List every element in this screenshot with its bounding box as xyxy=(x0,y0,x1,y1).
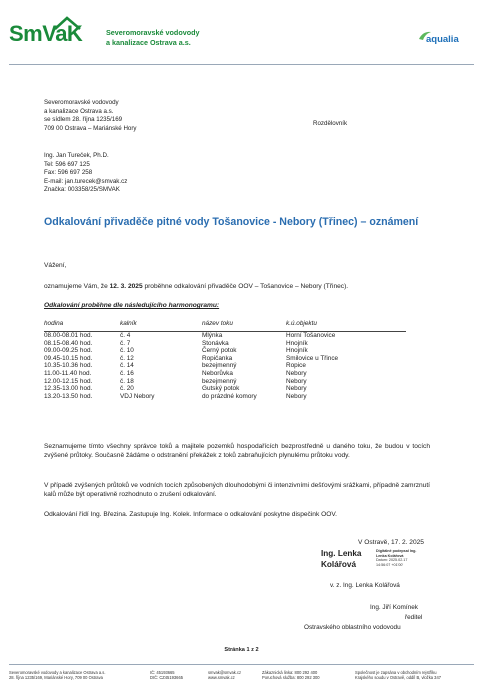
footer-company xyxy=(9,670,105,681)
cell-outlet: VDJ Nebory xyxy=(120,392,155,400)
sender-line: se sídlem 28. října 1235/169 xyxy=(44,116,123,124)
cell-cadastre: Ropice xyxy=(286,362,306,370)
schedule-table xyxy=(44,320,406,400)
cell-outlet: č. 18 xyxy=(120,377,134,385)
cell-cadastre: Hnojník xyxy=(286,347,308,355)
contact-tel: Tel: 596 697 125 xyxy=(44,160,90,168)
table-row xyxy=(44,378,406,386)
company-name xyxy=(106,28,199,47)
footer-website[interactable]: www.smvak.cz xyxy=(208,675,235,681)
paragraph-management: Odkalování řídí Ing. Březina. Zastupuje Ing. Kolek. Informace o odkalování poskytne dispečink OOV. xyxy=(44,511,337,518)
cell-cadastre: Smilovice u Třince xyxy=(286,354,339,362)
cell-hour: 09.45-10.15 hod. xyxy=(44,354,93,362)
intro-text xyxy=(44,283,348,290)
director-role: ředitel xyxy=(405,614,423,621)
aqualia-logo-text: aqualia xyxy=(426,34,459,45)
cell-outlet: č. 7 xyxy=(120,339,131,347)
signer-last: Kolářová xyxy=(321,559,357,569)
aqualia-logo xyxy=(418,30,470,46)
cell-stream: Mlýnka xyxy=(202,332,223,339)
cell-hour: 12.35-13.00 hod. xyxy=(44,385,93,393)
cell-cadastre: Nebory xyxy=(286,377,307,385)
company-name-line1: Severomoravské vodovody xyxy=(106,28,200,37)
cell-hour: 08.15-08.40 hod. xyxy=(44,339,93,347)
schedule-body xyxy=(44,332,406,401)
place-date: V Ostravě, 17. 2. 2025 xyxy=(358,539,424,546)
recipient: Rozdělovník xyxy=(313,120,348,127)
cell-outlet: č. 10 xyxy=(120,347,134,355)
table-row xyxy=(44,347,406,355)
cell-cadastre: Horní Tošanovice xyxy=(286,332,336,339)
footer-line: IČ: 45193665 xyxy=(150,670,175,675)
letter-subject: Odkalování přivaděče pitné vody Tošanovice - Nebory (Třinec) – oznámení xyxy=(44,216,419,228)
schedule-title: Odkalování proběhne dle následujícího harmonogramu: xyxy=(44,302,220,309)
cell-hour: 13.20-13.50 hod. xyxy=(44,392,93,400)
footer-line: 28. října 1235/169, Mariánské Hory, 709 00 Ostrava xyxy=(9,675,103,681)
signed-on-behalf: v. z. Ing. Lenka Kolářová xyxy=(330,582,400,589)
column-header-cadastre: k.ú.objektu xyxy=(286,320,317,327)
cell-cadastre: Nebory xyxy=(286,392,307,400)
sender-line: 709 00 Ostrava – Mariánské Hory xyxy=(44,124,137,132)
intro-after: proběhne odkalování přivaděče OOV – Tošanovice – Nebory (Třinec). xyxy=(142,283,349,290)
footer-divider xyxy=(9,664,474,665)
intro-date: 12. 3. 2025 xyxy=(109,283,143,290)
cell-outlet: č. 4 xyxy=(120,332,131,339)
footer-phones xyxy=(262,670,320,681)
footer-email[interactable]: smvak@smvak.cz xyxy=(208,670,242,675)
contact-block xyxy=(44,152,127,195)
cell-stream: Stonávka xyxy=(202,339,229,347)
cell-hour: 12.00-12.15 hod. xyxy=(44,377,93,385)
digisig-line: Lenka Kolářová xyxy=(376,553,404,558)
cell-stream: Neborůvka xyxy=(202,369,233,377)
intro-before: oznamujeme Vám, že xyxy=(44,283,110,290)
footer-line: Poruchová služba: 800 292 300 xyxy=(262,675,320,681)
salutation: Vážení, xyxy=(44,262,67,269)
footer-line: Společnost je zapsána v obchodním rejstříku xyxy=(355,670,437,675)
column-header-outlet: kalník xyxy=(120,320,137,327)
cell-cadastre: Hnojník xyxy=(286,339,308,347)
cell-stream: bezejmenný xyxy=(202,362,237,370)
header-divider xyxy=(9,64,474,65)
sender-line: a kanalizace Ostrava a.s. xyxy=(44,107,114,115)
footer-web xyxy=(208,670,241,681)
cell-cadastre: Nebory xyxy=(286,369,307,377)
digisig-line: Digitálně podepsal Ing. xyxy=(376,549,417,553)
cell-outlet: č. 14 xyxy=(120,362,134,370)
footer-line: Zákaznická linka: 800 292 400 xyxy=(262,670,318,675)
cell-hour: 11.00-11.40 hod. xyxy=(44,369,92,377)
roof-icon xyxy=(53,15,83,35)
digital-signature-info xyxy=(376,549,416,567)
cell-stream: Gutský potok xyxy=(202,385,240,393)
company-name-line2: a kanalizace Ostrava a.s. xyxy=(106,37,191,47)
digisig-line: 14:56:07 +01'00' xyxy=(376,562,404,567)
cell-stream: bezejmenný xyxy=(202,377,237,385)
cell-hour: 09.00-09.25 hod. xyxy=(44,347,93,355)
column-header-hour: hodina xyxy=(44,320,64,327)
cell-hour: 10.35-10.36 hod. xyxy=(44,362,93,370)
cell-cadastre: Nebory xyxy=(286,385,307,393)
contact-name: Ing. Jan Tureček, Ph.D. xyxy=(44,152,109,159)
footer-line: Krajského soudu v Ostravě, oddíl B, vložka 347 xyxy=(355,675,442,681)
digital-signature-name xyxy=(321,549,362,570)
signer-first: Ing. Lenka xyxy=(321,549,362,558)
reference-number: Značka: 003358/25/SMVAK xyxy=(44,186,120,194)
smvak-logo-text: SmVaK xyxy=(9,21,83,46)
sender-line: Severomoravské vodovody xyxy=(44,99,119,106)
table-row xyxy=(44,332,406,340)
contact-fax: Fax: 596 697 258 xyxy=(44,169,93,177)
cell-stream: Černý potok xyxy=(202,347,237,355)
cell-outlet: č. 16 xyxy=(120,369,134,377)
paragraph-notice: Seznamujeme tímto všechny správce toků a majitele pozemků hospodařících bezprostředně u daného toku, že budou v tocích zvýšené průtoky. Současně žádáme o odstranění překážek z toků zabraňujících plynulému průtoku vody. xyxy=(44,443,430,459)
footer-line: DIČ: CZ45193665 xyxy=(150,675,183,681)
paragraph-cancellation: V případě zvýšených průtoků ve vodních tocích způsobených dlouhodobými či intenzivními dešťovými srážkami, případně zamrznutí kalů může být operativně rozhodnuto o zrušení odkalování. xyxy=(44,482,430,498)
sender-address xyxy=(44,99,137,133)
table-header-row xyxy=(44,320,406,332)
cell-hour: 08.00-08.01 hod. xyxy=(44,332,93,339)
cell-stream: do prázdné komory xyxy=(202,392,257,400)
table-row xyxy=(44,393,406,401)
footer-line: Severomoravské vodovody a kanalizace Ostrava a.s. xyxy=(9,670,106,675)
column-header-stream: název toku xyxy=(202,320,233,327)
table-row xyxy=(44,385,406,393)
footer-registry xyxy=(355,670,441,681)
director-organization: Ostravského oblastního vodovodu xyxy=(304,624,401,631)
table-row xyxy=(44,355,406,363)
page-number: Stránka 1 z 2 xyxy=(224,647,259,653)
table-row xyxy=(44,370,406,378)
contact-email[interactable]: E-mail: jan.turecek@smvak.cz xyxy=(44,177,128,185)
cell-stream: Ropičanka xyxy=(202,354,233,362)
director-name: Ing. Jiří Komínek xyxy=(370,604,418,611)
table-row xyxy=(44,362,406,370)
digisig-line: Datum: 2025.02.17 xyxy=(376,558,408,563)
cell-outlet: č. 12 xyxy=(120,354,134,362)
cell-outlet: č. 20 xyxy=(120,385,134,393)
smvak-logo xyxy=(9,22,99,46)
footer-ids xyxy=(150,670,183,681)
